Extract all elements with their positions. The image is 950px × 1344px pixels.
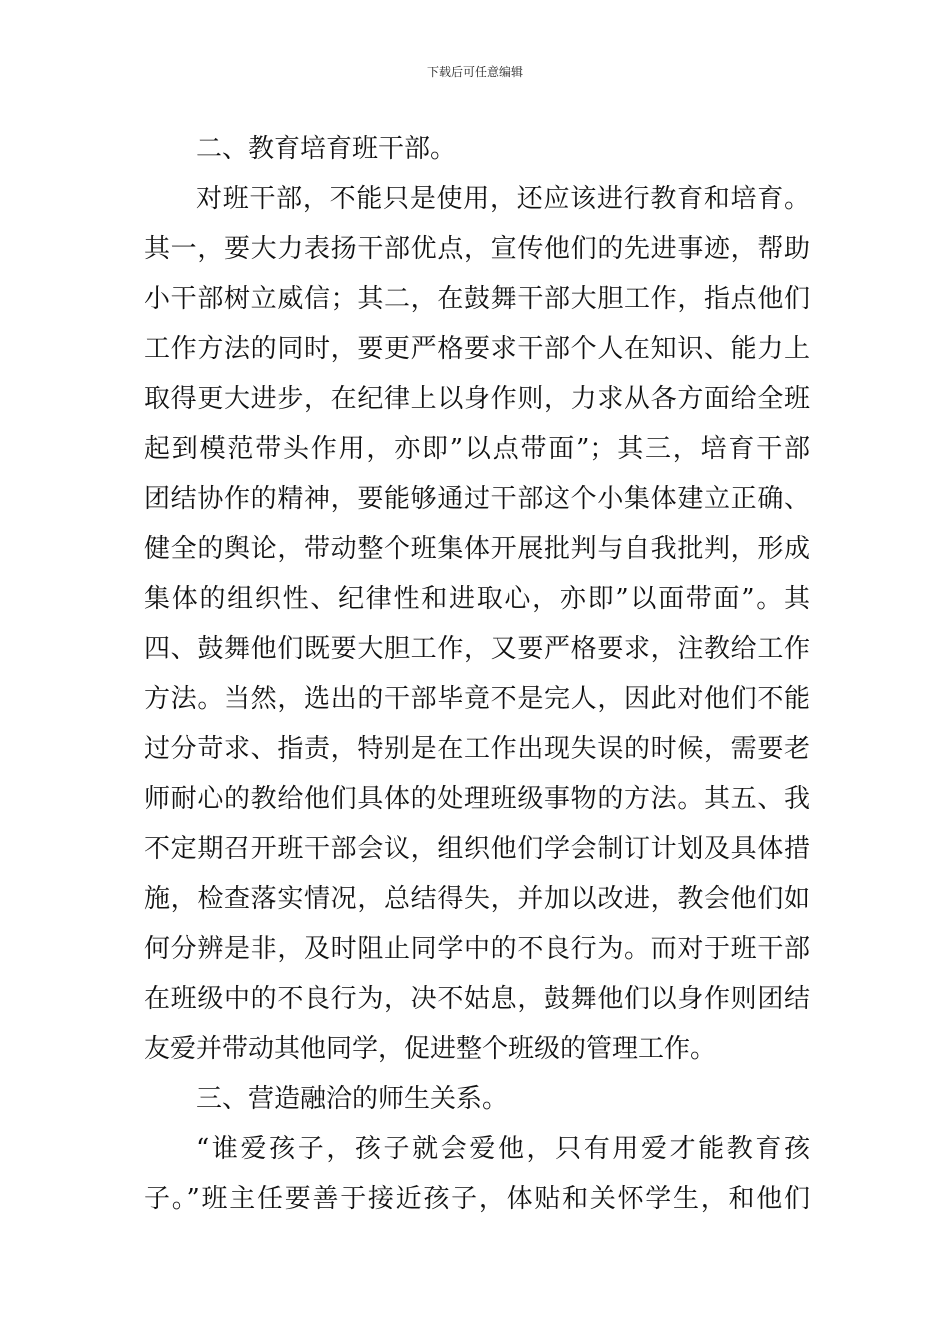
text-line: 集体的组织性、纪律性和进取心，亦即”以面带面”。其 (144, 584, 810, 614)
text-line: 二、教育培育班干部。 (196, 134, 457, 164)
text-line: 其一，要大力表扬干部优点，宣传他们的先进事迹，帮助 (144, 234, 810, 264)
text-line: 取得更大进步，在纪律上以身作则，力求从各方面给全班 (144, 384, 810, 414)
text-line: 健全的舆论，带动整个班集体开展批判与自我批判，形成 (144, 534, 810, 564)
text-line: 起到模范带头作用，亦即”以点带面”；其三，培育干部 (144, 434, 810, 464)
text-line: 友爱并带动其他同学，促进整个班级的管理工作。 (144, 1034, 717, 1064)
text-line: 团结协作的精神，要能够通过干部这个小集体建立正确、 (144, 484, 810, 514)
body-text (144, 124, 810, 1224)
text-line: 子。”班主任要善于接近孩子，体贴和关怀学生，和他们 (144, 1184, 810, 1214)
text-line: 何分辨是非，及时阻止同学中的不良行为。而对于班干部 (144, 934, 810, 964)
text-line: 师耐心的教给他们具体的处理班级事物的方法。其五、我 (144, 784, 810, 814)
text-line: 过分苛求、指责，特别是在工作出现失误的时候，需要老 (144, 734, 810, 764)
page-header: 下载后可任意编辑 (426, 65, 523, 79)
text-line: 对班干部，不能只是使用，还应该进行教育和培育。 (196, 184, 810, 214)
text-line: 四、鼓舞他们既要大胆工作，又要严格要求，注教给工作 (144, 634, 810, 664)
text-line: 在班级中的不良行为，决不姑息，鼓舞他们以身作则团结 (144, 984, 810, 1014)
text-line: 不定期召开班干部会议，组织他们学会制订计划及具体措 (144, 834, 810, 864)
text-line: 工作方法的同时，要更严格要求干部个人在知识、能力上 (144, 334, 810, 364)
text-line: 三、营造融洽的师生关系。 (196, 1084, 509, 1114)
text-line: 小干部树立威信；其二，在鼓舞干部大胆工作，指点他们 (144, 284, 810, 314)
text-line: 方法。当然，选出的干部毕竟不是完人，因此对他们不能 (144, 684, 810, 714)
text-line: 施，检查落实情况，总结得失，并加以改进，教会他们如 (144, 884, 810, 914)
text-line: “谁爱孩子，孩子就会爱他，只有用爱才能教育孩 (196, 1134, 810, 1164)
